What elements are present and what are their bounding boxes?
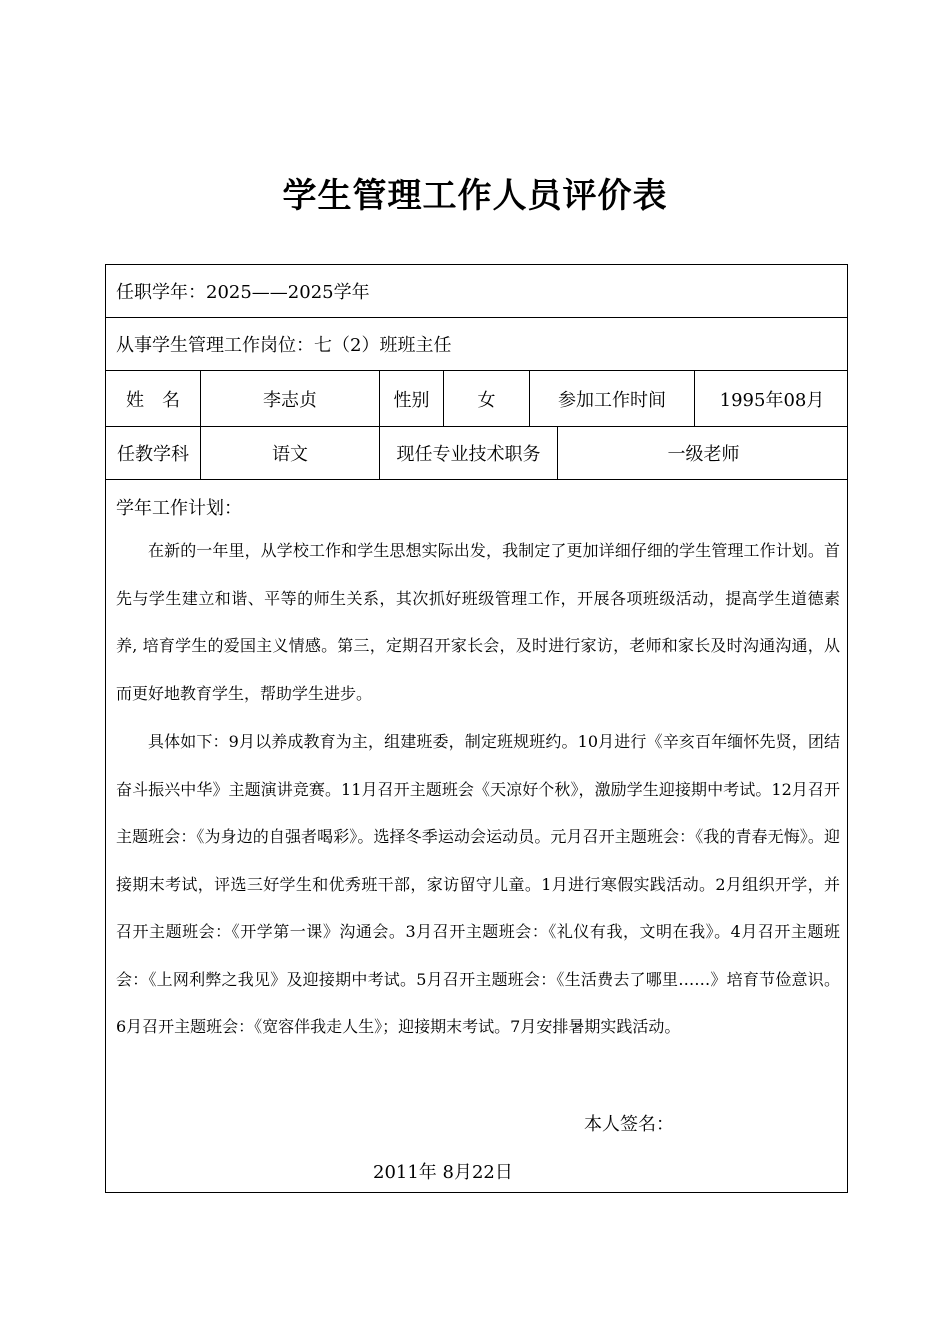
- work-plan-label: 学年工作计划：: [116, 498, 242, 519]
- academic-year-text: 任职学年：2025——2025学年: [116, 282, 370, 303]
- subject-value: 语文: [201, 427, 380, 479]
- professional-title-label: 现任专业技术职务: [380, 427, 558, 479]
- work-plan-paragraph-1: 在新的一年里，从学校工作和学生思想实际出发，我制定了更加详细仔细的学生管理工作计划。首先与学生建立和谐、平等的师生关系，其次抓好班级管理工作，开展各项班级活动，提高学生道德素养, 培育学生的爱国主义情感。第三，定期召开家长会，及时进行家访，老师和家长及时沟通沟通，从而更好地教育学生，帮助学生进步。: [116, 541, 840, 703]
- position-text: 从事学生管理工作岗位：七（2）班班主任: [116, 335, 452, 356]
- signature-date: 2011年 8月22日: [373, 1162, 513, 1183]
- page-title: 学生管理工作人员评价表: [282, 176, 668, 216]
- gender-label: 性别: [380, 371, 444, 426]
- work-start-label: 参加工作时间: [530, 371, 695, 426]
- academic-year-row: [106, 265, 847, 318]
- name-label: 姓 名: [106, 371, 201, 426]
- gender-value: 女: [444, 371, 530, 426]
- evaluation-form: [105, 264, 848, 1193]
- work-start-value: 1995年08月: [719, 389, 825, 411]
- subject-label: 任教学科: [106, 427, 201, 479]
- subject-row: [106, 427, 847, 480]
- name-value: 李志贞: [201, 371, 380, 426]
- position-row: [106, 318, 847, 371]
- name-row: [106, 371, 847, 427]
- work-plan-section: [106, 480, 847, 1193]
- signature-label: 本人签名：: [584, 1114, 674, 1135]
- work-plan-paragraph-2: 具体如下：9月以养成教育为主，组建班委，制定班规班约。10月进行《辛亥百年缅怀先贤，团结奋斗振兴中华》主题演讲竞赛。11月召开主题班会《天凉好个秋》，激励学生迎接期中考试。12月召开主题班会：《为身边的自强者喝彩》。选择冬季运动会运动员。元月召开主题班会：《我的青春无悔》。迎接期末考试，评选三好学生和优秀班干部，家访留守儿童。1月进行寒假实践活动。2月组织开学，并召开主题班会：《开学第一课》沟通会。3月召开主题班会：《礼仪有我，文明在我》。4月召开主题班会：《上网利弊之我见》及迎接期中考试。5月召开主题班会：《生活费去了哪里……》培育节俭意识。6月召开主题班会：《宽容伴我走人生》；迎接期末考试。7月安排暑期实践活动。: [116, 732, 840, 1036]
- professional-title-value: 一级老师: [667, 444, 740, 465]
